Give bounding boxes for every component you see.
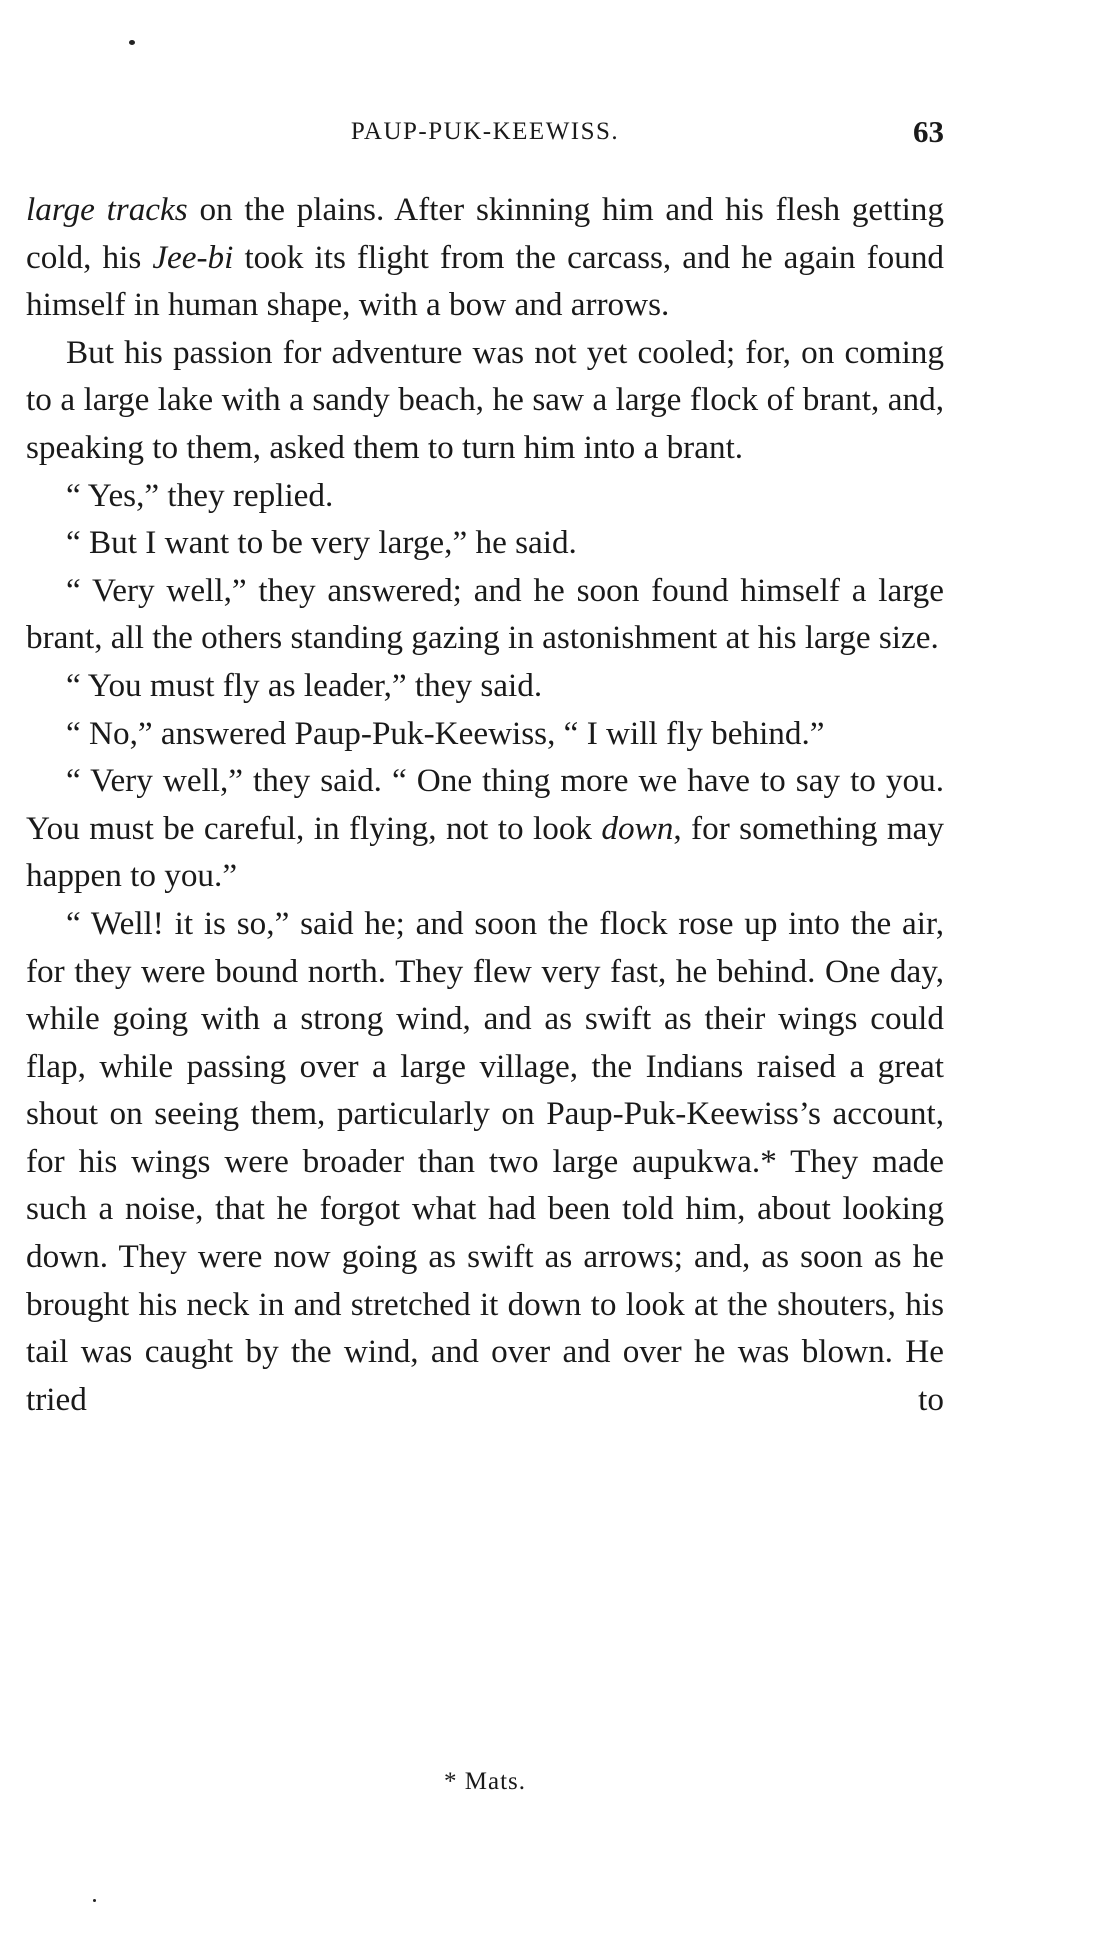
paragraph-text: “ Yes,” they replied. bbox=[66, 476, 334, 514]
paragraph-text: “ Very well,” they said. “ One thing more we have to say to you. You must be careful, in flying, not to look bbox=[26, 762, 944, 847]
ink-speck bbox=[129, 40, 135, 45]
paragraph bbox=[26, 329, 944, 472]
paragraph bbox=[26, 519, 944, 567]
paragraph-text: “ But I want to be very large,” he said. bbox=[66, 524, 577, 562]
paragraph-text: “ You must fly as leader,” they said. bbox=[66, 666, 543, 704]
paragraph bbox=[26, 472, 944, 520]
paragraph bbox=[26, 900, 944, 1424]
paragraph-text: “ No,” answered Paup-Puk-Keewiss, “ I will fly behind.” bbox=[66, 714, 825, 752]
italic-text: down bbox=[601, 809, 674, 847]
paragraph-text: , for something may happen to you.” bbox=[26, 809, 944, 895]
italic-text: Jee-bi bbox=[152, 238, 234, 276]
ink-speck bbox=[93, 1899, 96, 1902]
paragraph bbox=[26, 662, 944, 710]
page-header bbox=[26, 112, 944, 152]
paragraph-text: on the plains. After skinning him and his flesh getting cold, his bbox=[26, 191, 944, 276]
italic-text: large tracks bbox=[26, 191, 188, 228]
body-text bbox=[26, 186, 944, 1423]
paragraph bbox=[26, 757, 944, 900]
paragraph-text: But his passion for adventure was not yet cooled; for, on coming to a large lake with a sandy beach, he saw a large flock of brant, and, speaking to them, asked them to turn him into a brant. bbox=[26, 333, 944, 466]
running-title: PAUP-PUK-KEEWISS. bbox=[350, 118, 620, 145]
footnote: * Mats. bbox=[444, 1768, 526, 1795]
paragraph-text: “ Very well,” they answered; and he soon found himself a large brant, all the others standing gazing in astonishment at his large size. bbox=[26, 571, 944, 657]
paragraph-text: took its flight from the carcass, and he again found himself in human shape, with a bow and arrows. bbox=[26, 238, 945, 324]
paragraph bbox=[26, 567, 944, 662]
paragraph bbox=[26, 186, 944, 329]
page-number: 63 bbox=[913, 114, 944, 149]
paragraph bbox=[26, 710, 944, 758]
paragraph-text: “ Well! it is so,” said he; and soon the flock rose up into the air, for they were bound north. They flew very fast, he behind. One day, while going with a strong wind, and as swift as their wings could flap, while passing over a large village, the Indians raised a great shout on seeing them, particularly on Paup-Puk-Keewiss’s account, for his wings were broader than two large aupukwa.* They made such a noise, that he forgot what had been told him, about looking down. They were now going as swift as arrows; and, as soon as he brought his neck in and stretched it down to look at the shouters, his tail was caught by the wind, and over and over he was blown. He tried to bbox=[26, 904, 944, 1418]
